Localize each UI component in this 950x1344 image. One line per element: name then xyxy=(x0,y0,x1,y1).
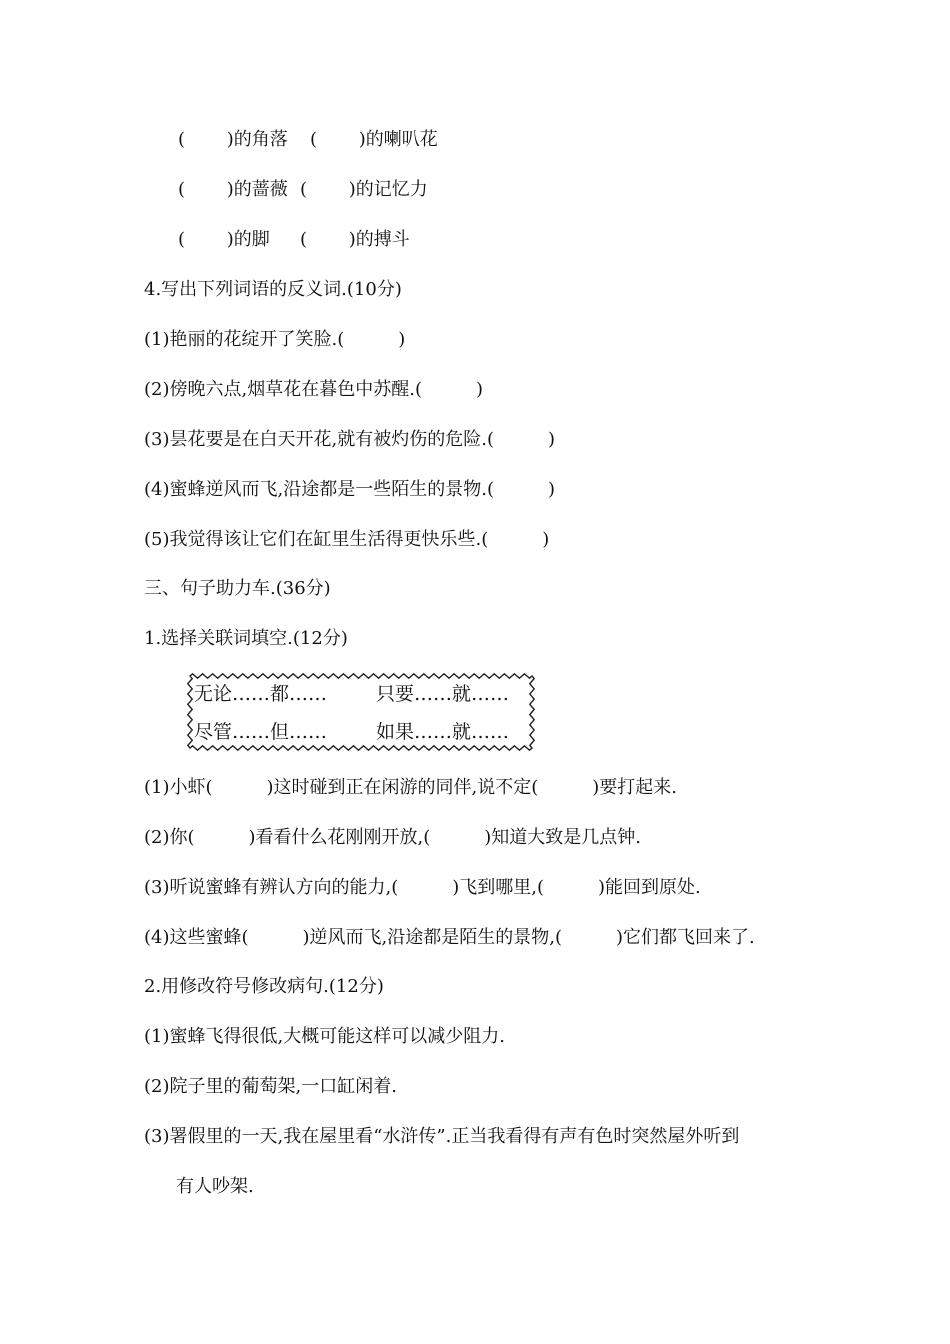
q1-item-2: (2)你( )看看什么花刚刚开放,( )知道大致是几点钟. xyxy=(144,827,642,848)
q2-item-3-continuation: 有人吵架. xyxy=(176,1176,254,1197)
blank-memory: ( )的记忆力 xyxy=(300,179,428,200)
section-3-title: 三、句子助力车.(36分) xyxy=(144,578,331,599)
q4-item-4: (4)蜜蜂逆风而飞,沿途都是一些陌生的景物.( ) xyxy=(144,479,555,500)
blank-fight: ( )的搏斗 xyxy=(300,229,410,250)
q2-title: 2.用修改符号修改病句.(12分) xyxy=(144,976,384,997)
option-jinguan-dan: 尽管……但…… xyxy=(194,721,328,743)
q1-item-1: (1)小虾( )这时碰到正在闲游的同伴,说不定( )要打起来. xyxy=(144,777,678,798)
blank-feet: ( )的脚 xyxy=(178,229,270,250)
blank-corner: ( )的角落 xyxy=(178,129,288,150)
option-ruguo-jiu: 如果……就…… xyxy=(376,721,510,743)
conjunction-box xyxy=(186,672,536,752)
blank-rose: ( )的蔷薇 xyxy=(178,179,288,200)
option-zhiyao-jiu: 只要……就…… xyxy=(376,683,510,705)
q2-item-2: (2)院子里的葡萄架,一口缸闲着. xyxy=(144,1076,397,1097)
q2-item-3: (3)署假里的一天,我在屋里看“水浒传”.正当我看得有声有色时突然屋外听到 xyxy=(144,1126,740,1147)
option-wulun-dou: 无论……都…… xyxy=(194,683,328,705)
q1-title: 1.选择关联词填空.(12分) xyxy=(144,628,348,649)
q4-item-5: (5)我觉得该让它们在缸里生活得更快乐些.( ) xyxy=(144,529,550,550)
q2-item-1: (1)蜜蜂飞得很低,大概可能这样可以减少阻力. xyxy=(144,1026,505,1047)
q1-item-3: (3)听说蜜蜂有辨认方向的能力,( )飞到哪里,( )能回到原处. xyxy=(144,877,701,898)
blank-morning-glory: ( )的喇叭花 xyxy=(310,129,438,150)
q4-title: 4.写出下列词语的反义词.(10分) xyxy=(144,279,402,300)
q1-item-4: (4)这些蜜蜂( )逆风而飞,沿途都是陌生的景物,( )它们都飞回来了. xyxy=(144,927,755,948)
q4-item-3: (3)昙花要是在白天开花,就有被灼伤的危险.( ) xyxy=(144,429,555,450)
q4-item-1: (1)艳丽的花绽开了笑脸.( ) xyxy=(144,329,406,350)
q4-item-2: (2)傍晚六点,烟草花在暮色中苏醒.( ) xyxy=(144,379,483,400)
